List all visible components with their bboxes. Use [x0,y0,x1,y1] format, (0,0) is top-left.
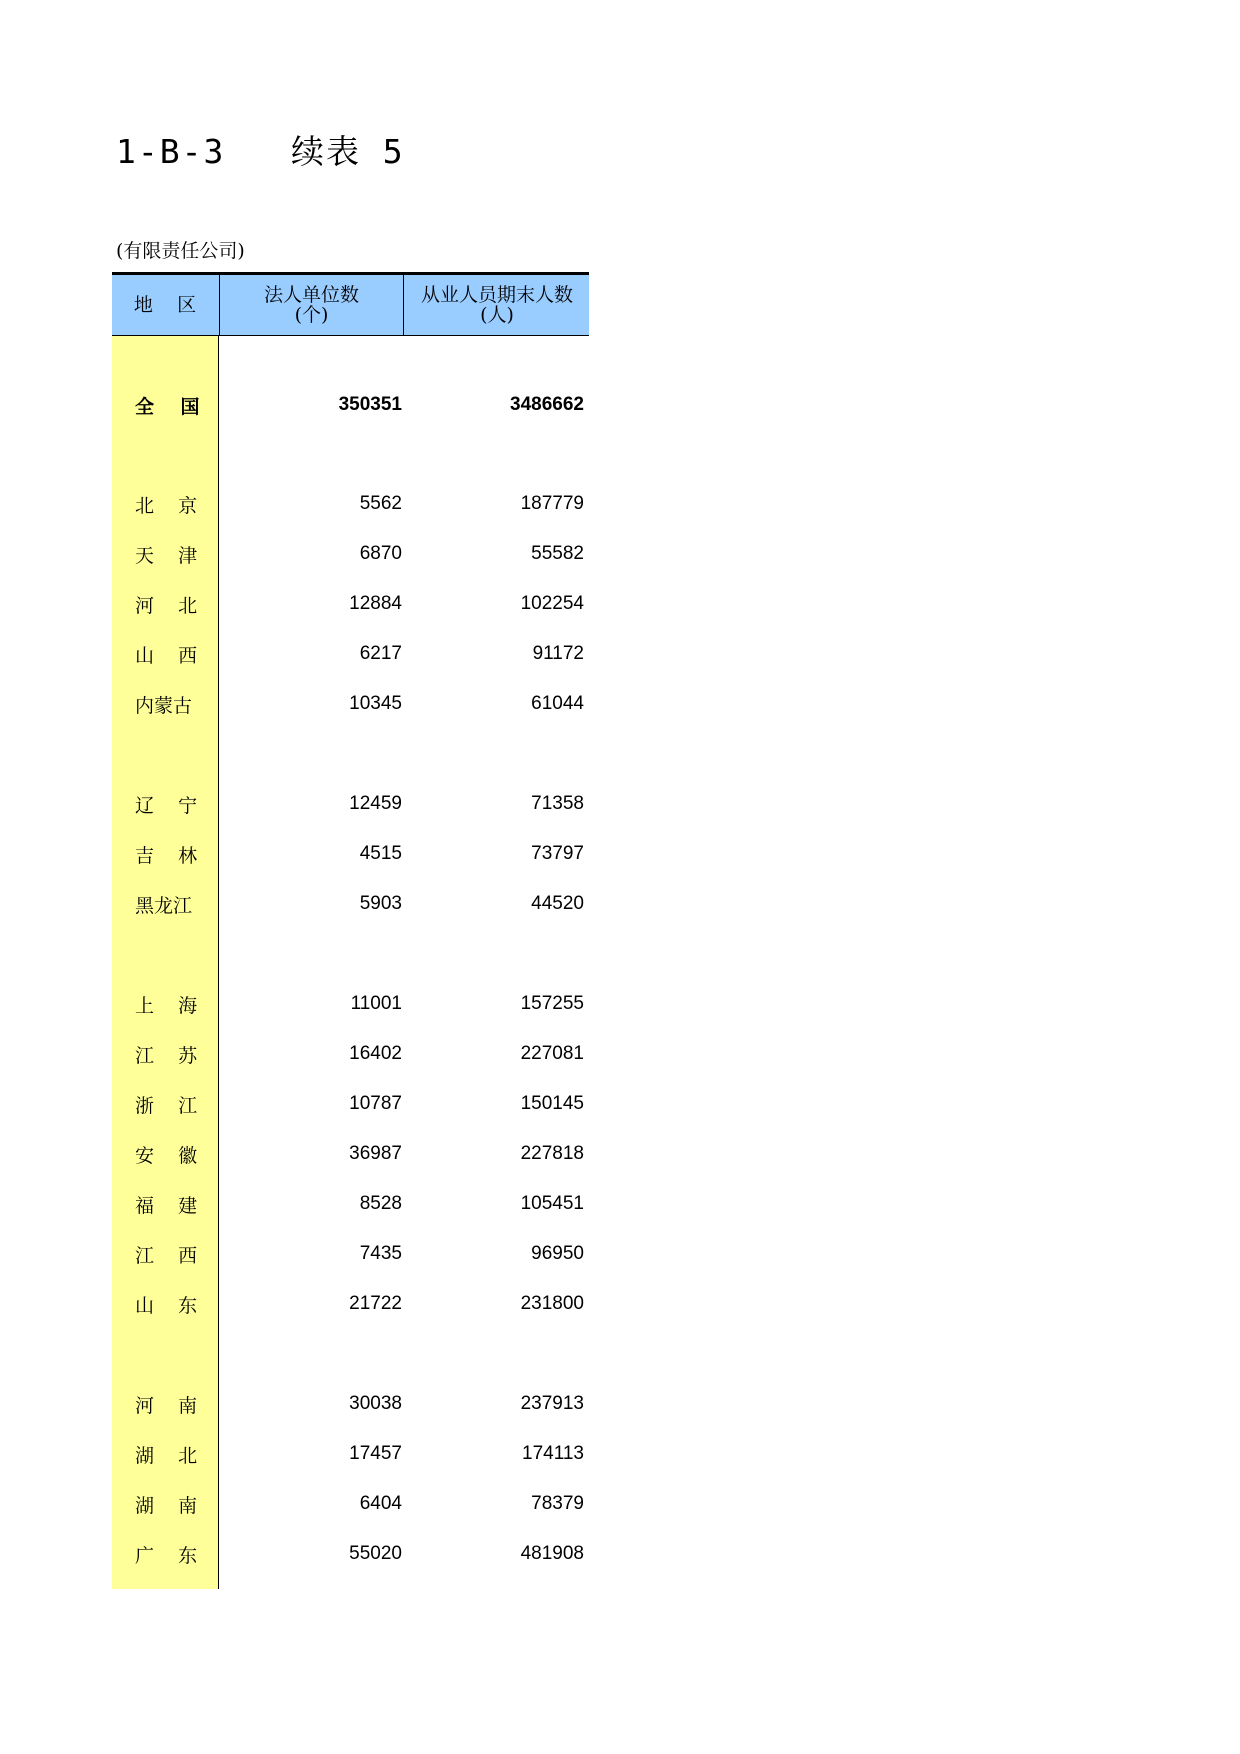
employees-cell: 231800 [520,1293,584,1314]
units-cell: 36987 [349,1143,402,1164]
units-cell: 21722 [349,1293,402,1314]
table-row [112,684,589,724]
header-employees-label: 从业人员期末人数 [420,284,573,306]
employees-cell: 227818 [520,1143,584,1164]
region-cell: 安 徽 [135,1144,198,1167]
table-subtitle: (有限责任公司) [116,240,245,262]
employees-cell: 96950 [531,1243,584,1264]
employees-cell: 157255 [520,993,584,1014]
units-cell: 12459 [349,793,402,814]
units-cell: 12884 [349,593,402,614]
units-cell: 5903 [359,893,402,914]
units-cell: 6404 [359,1493,402,1514]
table-body [112,336,589,1589]
table-row [112,834,589,874]
employees-cell: 71358 [531,793,584,814]
table-row [112,1084,589,1124]
units-cell: 55020 [349,1543,402,1564]
table-row [112,1134,589,1174]
table-row [112,484,589,524]
table-row [112,584,589,624]
header-units-unit: (个) [294,304,329,326]
header-employees [403,275,590,335]
employees-cell: 73797 [531,843,584,864]
region-cell: 山 西 [135,644,198,667]
header-units [219,275,403,335]
header-employees-unit: (人) [480,304,514,326]
region-cell: 河 北 [135,594,198,617]
region-cell: 江 西 [135,1244,198,1267]
region-cell: 湖 南 [135,1494,198,1517]
table-row [112,1184,589,1224]
region-cell: 北 京 [135,494,198,517]
table-row [112,1034,589,1074]
units-cell: 5562 [359,493,402,514]
employees-cell: 187779 [520,493,584,514]
table-row [112,984,589,1024]
header-region [112,275,218,335]
employees-cell: 174113 [522,1443,584,1464]
employees-cell: 102254 [520,593,584,614]
units-cell: 17457 [349,1443,402,1464]
region-cell: 山 东 [135,1294,198,1317]
employees-cell: 481908 [520,1543,584,1564]
region-cell: 广 东 [135,1544,198,1567]
region-cell: 辽 宁 [135,794,198,817]
units-cell: 6870 [359,543,402,564]
region-cell: 内蒙古 [135,694,193,717]
table-row [112,1434,589,1474]
units-cell: 4515 [359,843,402,864]
units-cell: 7435 [359,1243,402,1264]
page-title: 1-B-3 续表 5 [116,132,405,171]
region-cell: 福 建 [135,1194,198,1217]
table-row [112,1534,589,1574]
employees-cell: 78379 [531,1493,584,1514]
units-cell: 10787 [349,1093,402,1114]
employees-cell: 55582 [531,543,584,564]
table-row [112,1484,589,1524]
table-row [112,1234,589,1274]
region-cell: 吉 林 [135,844,198,867]
employees-cell: 227081 [520,1043,584,1064]
employees-cell: 3486662 [510,394,584,415]
table-row [112,784,589,824]
header-region-label: 地 区 [133,294,197,316]
units-cell: 350351 [338,394,402,415]
region-cell: 黑龙江 [135,894,193,917]
employees-cell: 150145 [520,1093,584,1114]
table-row-total [112,385,589,425]
units-cell: 30038 [349,1393,402,1414]
employees-cell: 44520 [531,893,584,914]
region-cell: 河 南 [135,1394,198,1417]
table-row [112,634,589,674]
region-cell: 浙 江 [135,1094,198,1117]
statistics-table [112,272,589,1589]
employees-cell: 91172 [532,643,584,664]
header-units-label: 法人单位数 [263,284,359,306]
region-cell: 上 海 [135,994,198,1017]
units-cell: 11001 [350,993,402,1014]
table-row [112,1284,589,1324]
units-cell: 8528 [359,1193,402,1214]
region-cell: 全 国 [135,395,200,418]
table-row [112,534,589,574]
units-cell: 6217 [359,643,402,664]
units-cell: 10345 [349,693,402,714]
region-cell: 湖 北 [135,1444,198,1467]
table-row [112,884,589,924]
units-cell: 16402 [349,1043,402,1064]
region-cell: 江 苏 [135,1044,198,1067]
table-header [112,272,589,336]
table-row [112,1384,589,1424]
region-cell: 天 津 [135,544,198,567]
employees-cell: 105451 [520,1193,584,1214]
employees-cell: 61044 [531,693,584,714]
employees-cell: 237913 [520,1393,584,1414]
